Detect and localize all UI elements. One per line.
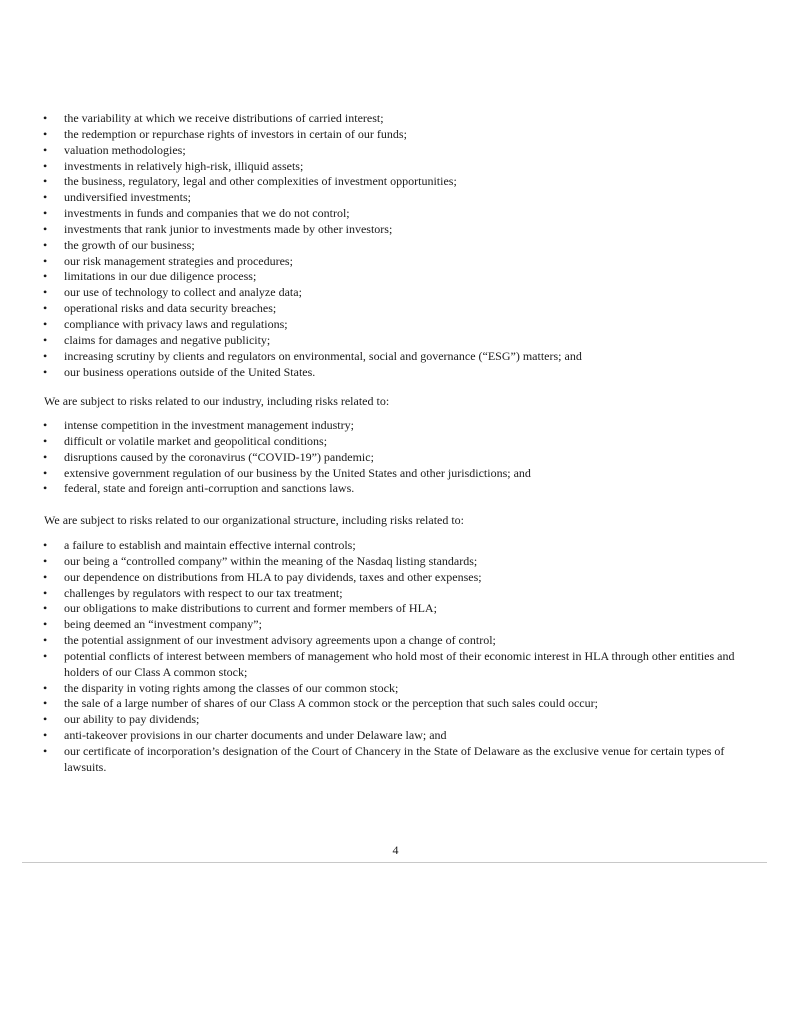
list-item-text: intense competition in the investment management industry; — [64, 418, 354, 432]
bullet-icon: • — [43, 269, 48, 284]
list-item-text: disruptions caused by the coronavirus (“COVID-19”) pandemic; — [64, 449, 374, 464]
list-item-text: compliance with privacy laws and regulations; — [64, 316, 288, 331]
bullet-icon: • — [43, 158, 48, 173]
list-item — [0, 349, 791, 365]
list-item — [0, 174, 791, 190]
company-risks-list — [0, 111, 791, 380]
list-item — [0, 190, 791, 206]
bullet-icon: • — [43, 285, 48, 300]
list-item-text: our being a “controlled company” within the meaning of the Nasdaq listing standards; — [64, 553, 478, 568]
list-item-text: challenges by regulators with respect to our tax treatment; — [64, 585, 343, 600]
bullet-icon: • — [43, 617, 48, 632]
list-item — [0, 143, 791, 159]
list-item-text: the sale of a large number of shares of our Class A common stock or the perception that such sales could occur; — [64, 696, 598, 711]
page-divider — [22, 862, 767, 863]
list-item-text: our ability to pay dividends; — [64, 712, 200, 727]
list-item-text: being deemed an “investment company”; — [64, 617, 262, 632]
list-item — [0, 481, 791, 497]
list-item-text: our business operations outside of the United States. — [64, 364, 316, 379]
bullet-icon: • — [43, 253, 48, 268]
bullet-icon: • — [43, 680, 48, 695]
list-item — [0, 222, 791, 238]
list-item — [0, 601, 791, 617]
list-item — [0, 285, 791, 301]
bullet-icon: • — [43, 433, 48, 448]
list-item-text: claims for damages and negative publicity; — [64, 332, 271, 347]
list-item — [0, 269, 791, 285]
list-item-text: the disparity in voting rights among the classes of our common stock; — [64, 680, 399, 695]
bullet-icon: • — [43, 633, 48, 648]
bullet-icon: • — [43, 174, 48, 189]
bullet-icon: • — [43, 418, 48, 432]
list-item — [0, 450, 791, 466]
list-item-text: investments in relatively high-risk, illiquid assets; — [64, 158, 304, 173]
list-item — [0, 570, 791, 586]
list-item-text: the business, regulatory, legal and other complexities of investment opportunities; — [64, 174, 457, 189]
bullet-icon: • — [43, 190, 48, 205]
industry-risks-intro: We are subject to risks related to our industry, including risks related to: — [44, 394, 390, 408]
list-item-text: the variability at which we receive distributions of carried interest; — [64, 111, 384, 125]
page-number: 4 — [392, 843, 399, 857]
bullet-icon: • — [43, 601, 48, 616]
bullet-icon: • — [43, 648, 48, 663]
list-item-text: limitations in our due diligence process; — [64, 269, 257, 284]
bullet-icon: • — [43, 449, 48, 464]
list-item — [0, 127, 791, 143]
list-item-text: a failure to establish and maintain effective internal controls; — [64, 538, 356, 552]
bullet-icon: • — [43, 481, 48, 496]
bullet-icon: • — [43, 237, 48, 252]
list-item — [0, 365, 791, 381]
bullet-icon: • — [43, 743, 48, 758]
list-item — [0, 649, 791, 681]
list-item-text: investments in funds and companies that we do not control; — [64, 206, 350, 221]
list-item-text: the growth of our business; — [64, 237, 195, 252]
bullet-icon: • — [43, 332, 48, 347]
list-item — [0, 554, 791, 570]
list-item — [0, 712, 791, 728]
bullet-icon: • — [43, 348, 48, 363]
list-item — [0, 434, 791, 450]
list-item-text: increasing scrutiny by clients and regulators on environmental, social and governance (“ESG”) matters; and — [64, 348, 582, 363]
list-item — [0, 681, 791, 697]
structure-risks-list — [0, 538, 791, 776]
bullet-icon: • — [43, 465, 48, 480]
bullet-icon: • — [43, 712, 48, 727]
list-item — [0, 206, 791, 222]
list-item-text: operational risks and data security breaches; — [64, 301, 277, 316]
list-item — [0, 538, 791, 554]
list-item-text: extensive government regulation of our business by the United States and other jurisdictions; and — [64, 465, 531, 480]
list-item-text: our certificate of incorporation’s designation of the Court of Chancery in the State of Delaware as the exclusive venue for certain types of lawsuits. — [64, 743, 725, 774]
bullet-icon: • — [43, 728, 48, 743]
list-item-text: difficult or volatile market and geopolitical conditions; — [64, 433, 328, 448]
list-item — [0, 254, 791, 270]
bullet-icon: • — [43, 585, 48, 600]
bullet-icon: • — [43, 696, 48, 711]
structure-risks-intro: We are subject to risks related to our organizational structure, including risks related to: — [44, 513, 465, 527]
list-item — [0, 159, 791, 175]
list-item-text: federal, state and foreign anti-corruption and sanctions laws. — [64, 481, 355, 496]
bullet-icon: • — [43, 538, 48, 552]
bullet-icon: • — [43, 316, 48, 331]
bullet-icon: • — [43, 553, 48, 568]
list-item-text: the potential assignment of our investment advisory agreements upon a change of control; — [64, 633, 496, 648]
list-item — [0, 617, 791, 633]
list-item-text: investments that rank junior to investments made by other investors; — [64, 221, 393, 236]
list-item — [0, 111, 791, 127]
list-item-text: our use of technology to collect and analyze data; — [64, 285, 302, 300]
list-item — [0, 633, 791, 649]
bullet-icon: • — [43, 142, 48, 157]
list-item — [0, 418, 791, 434]
bullet-icon: • — [43, 111, 48, 125]
bullet-icon: • — [43, 364, 48, 379]
bullet-icon: • — [43, 126, 48, 141]
list-item — [0, 696, 791, 712]
industry-risks-list — [0, 418, 791, 497]
list-item — [0, 333, 791, 349]
bullet-icon: • — [43, 301, 48, 316]
list-item-text: our risk management strategies and procedures; — [64, 253, 293, 268]
list-item — [0, 586, 791, 602]
list-item — [0, 466, 791, 482]
list-item-text: potential conflicts of interest between members of management who hold most of their economic interest in HLA through other entities and holders of our Class A common stock; — [64, 648, 735, 679]
list-item-text: valuation methodologies; — [64, 142, 186, 157]
list-item-text: our dependence on distributions from HLA to pay dividends, taxes and other expenses; — [64, 569, 482, 584]
bullet-icon: • — [43, 569, 48, 584]
list-item-text: undiversified investments; — [64, 190, 191, 205]
list-item — [0, 317, 791, 333]
list-item-text: the redemption or repurchase rights of investors in certain of our funds; — [64, 126, 407, 141]
bullet-icon: • — [43, 206, 48, 221]
list-item-text: our obligations to make distributions to current and former members of HLA; — [64, 601, 437, 616]
list-item — [0, 301, 791, 317]
list-item-text: anti-takeover provisions in our charter documents and under Delaware law; and — [64, 728, 447, 743]
list-item — [0, 728, 791, 744]
list-item — [0, 744, 791, 776]
bullet-icon: • — [43, 221, 48, 236]
list-item — [0, 238, 791, 254]
